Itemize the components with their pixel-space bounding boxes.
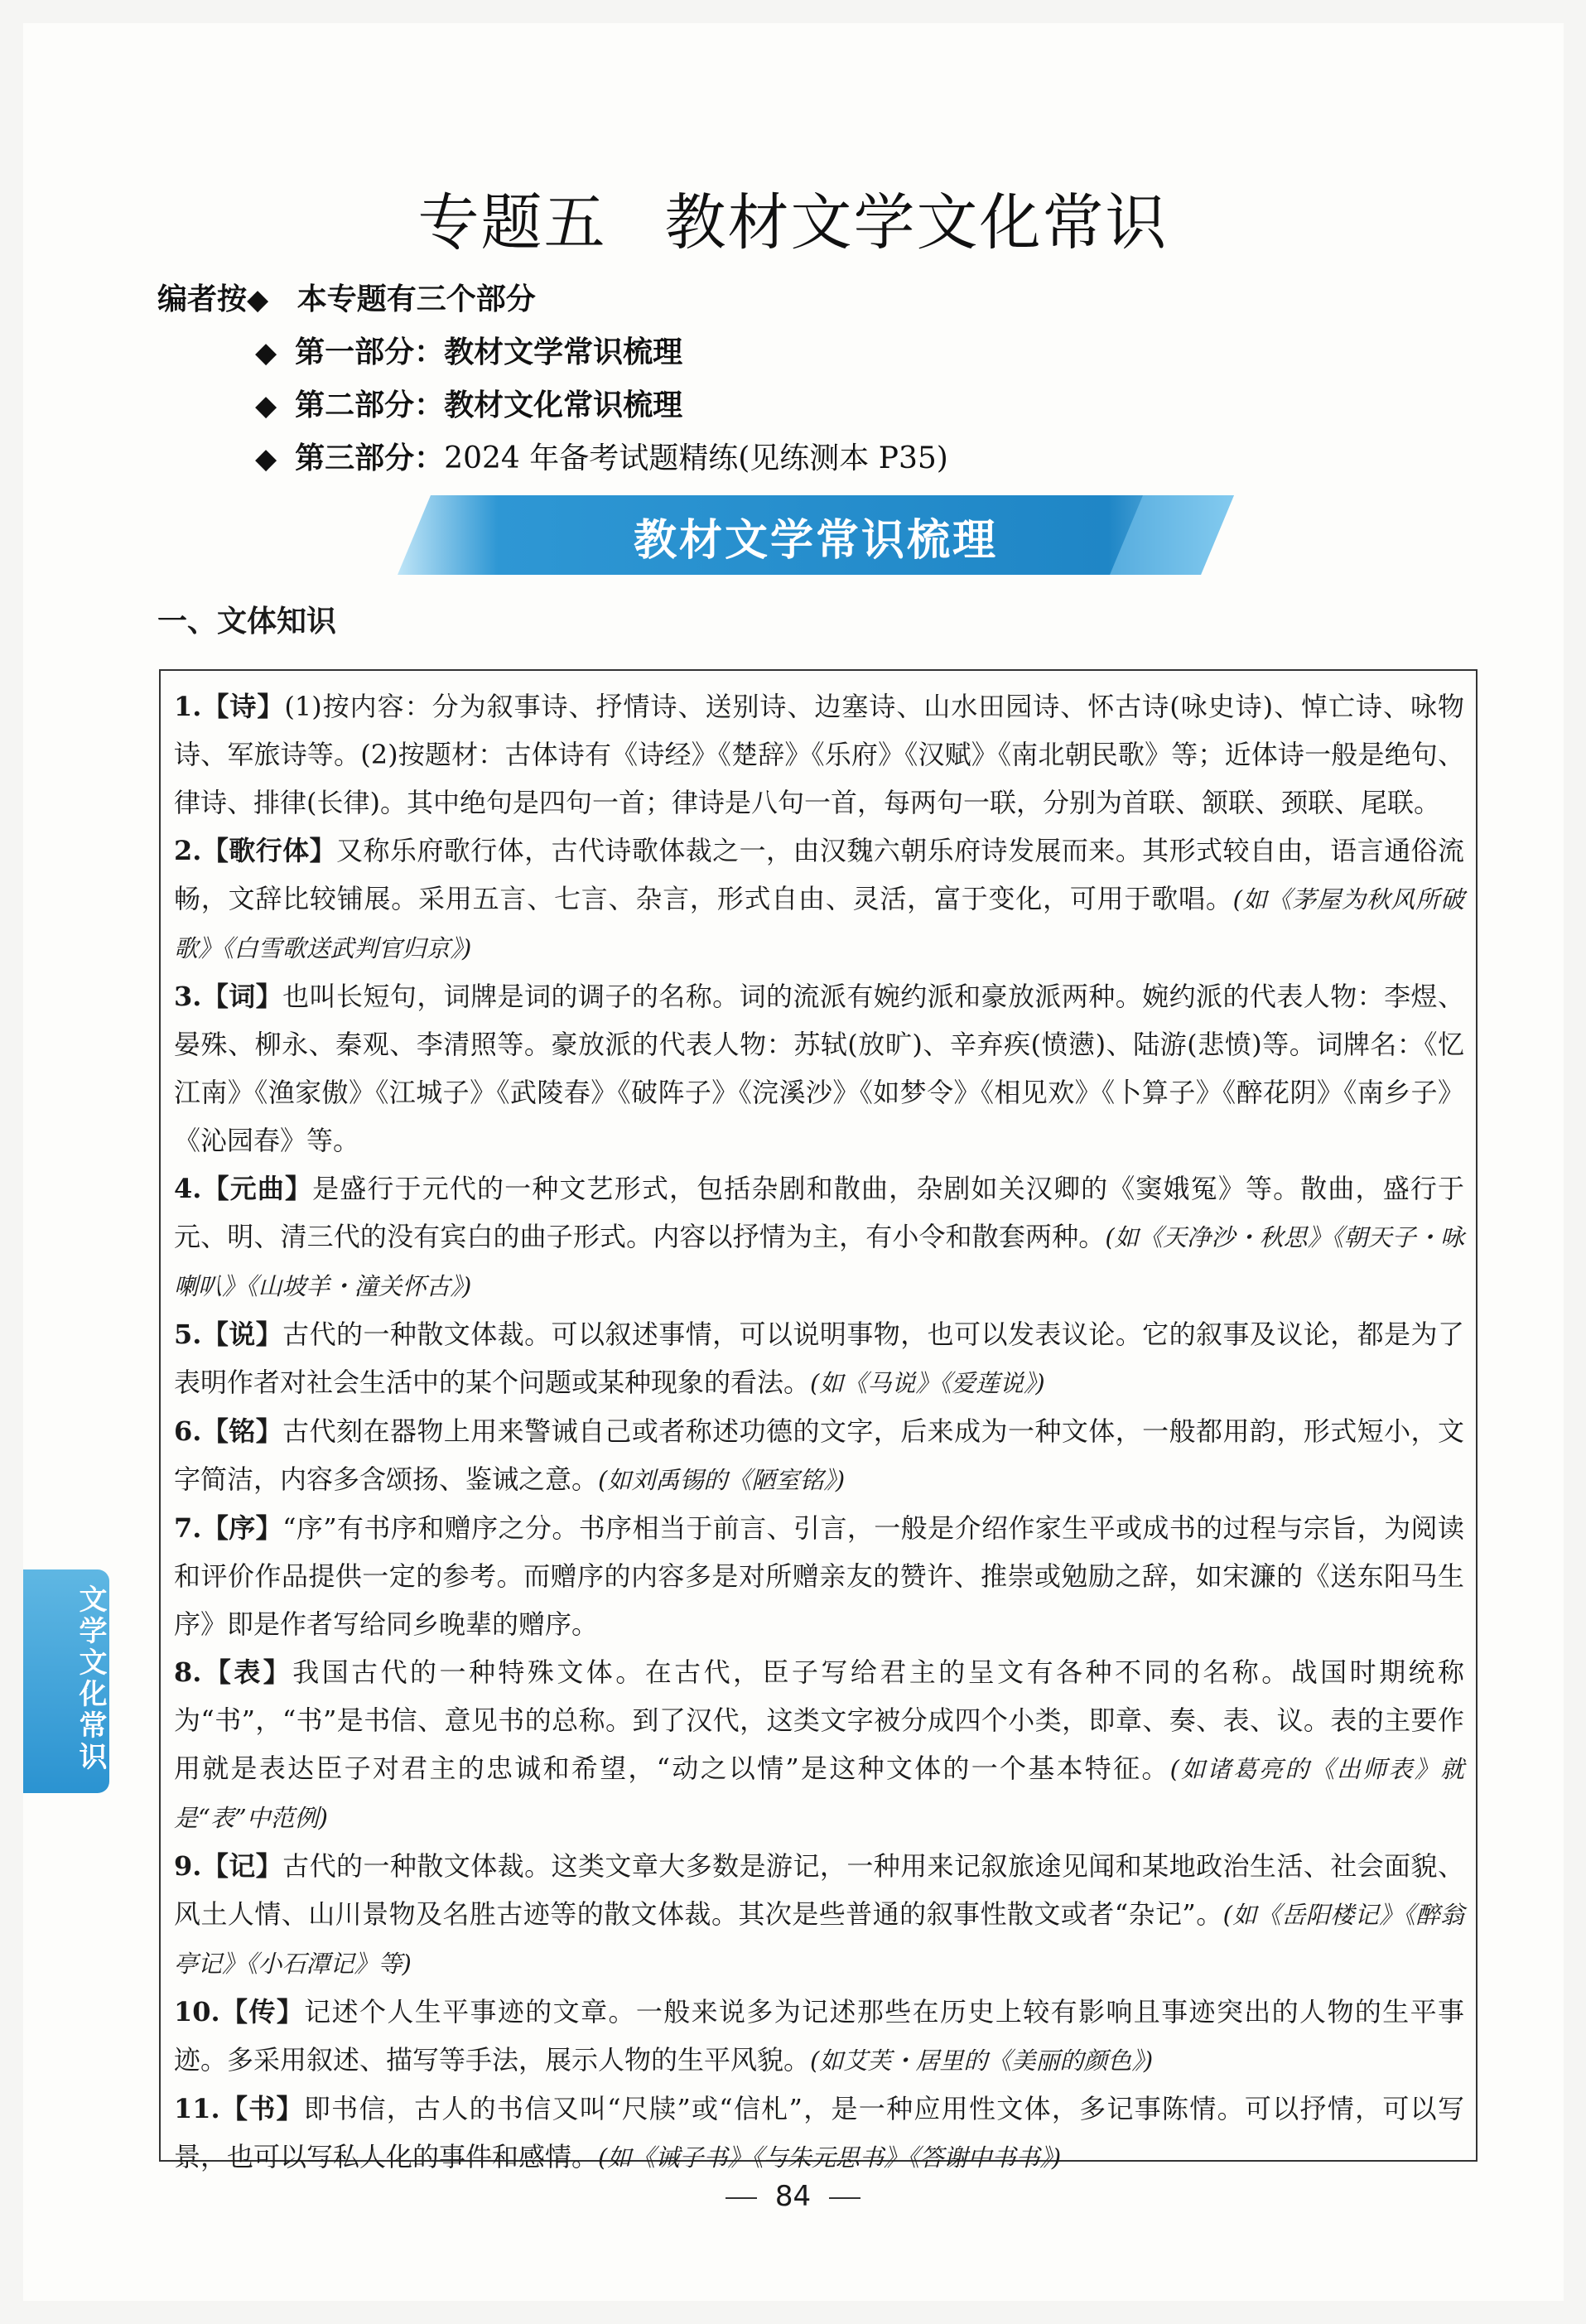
entry-text: 古代刻在器物上用来警诫自己或者称述功德的文字，后来成为一种文体，一般都用韵，形式短小，文字简洁，内容多含颂扬、鉴诫之意。 (174, 1415, 1464, 1495)
entry-text: 古代的一种散文体裁。这类文章大多数是游记，一种用来记叙旅途见闻和某地政治生活、社会面貌、风土人情、山川景物及名胜古迹等的散文体裁。其次是些普通的叙事性散文或者“杂记”。 (174, 1850, 1464, 1930)
diamond-icon: ◆ (255, 442, 277, 475)
entry-example: (如《马说》《爱莲说》) (810, 1369, 1045, 1397)
content-box (159, 669, 1478, 2172)
entry-tag: 【词】 (201, 981, 283, 1012)
entry-text: 即书信，古人的书信又叫“尺牍”或“信札”，是一种应用性文体，多记事陈情。可以抒情，可以写景，也可以写私人化的事件和感情。 (174, 2093, 1464, 2172)
section-banner (398, 495, 1234, 575)
entry-example: (如刘禹锡的《陋室铭》) (598, 1466, 846, 1494)
page-number (0, 2180, 1586, 2213)
entry-tag: 【表】 (201, 1656, 293, 1688)
page-title (0, 174, 1586, 262)
entry-number: 4. (174, 1173, 202, 1204)
entry-example: (如诸葛亮的《出师表》就是“表”中范例) (174, 1755, 1464, 1832)
entry-tag: 【歌行体】 (201, 835, 337, 866)
entry-item (174, 682, 1464, 827)
entry-text: 古代的一种散文体裁。可以叙述事情，可以说明事物，也可以发表议论。它的叙事及议论，都是为了表明作者对社会生活中的某个问题或某种现象的看法。 (174, 1319, 1464, 1398)
entry-tag: 【传】 (219, 1996, 305, 2027)
entry-item (174, 1407, 1464, 1504)
entry-number: 10. (174, 1996, 220, 2027)
entry-example: (如《天净沙・秋思》《朝天子・咏喇叭》《山坡羊・潼关怀古》) (174, 1223, 1464, 1300)
page-number-text: 84 (774, 2180, 812, 2213)
banner-title: 教材文学常识梳理 (633, 515, 998, 566)
entry-example: (如《茅屋为秋风所破歌》《白雪歌送武判官归京》) (174, 885, 1464, 962)
entry-tag: 【说】 (201, 1319, 283, 1350)
entry-example: (如《岳阳楼记》《醉翁亭记》《小石潭记》等) (174, 1901, 1464, 1978)
editor-label: 编者按 (157, 282, 248, 316)
entry-number: 5. (174, 1319, 202, 1350)
entry-text: (1)按内容：分为叙事诗、抒情诗、送别诗、边塞诗、山水田园诗、怀古诗(咏史诗)、悼亡诗、咏物诗、军旅诗等。(2)按题材：古体诗有《诗经》《楚辞》《乐府》《汉赋》《南北朝民歌》等；近体诗一般是绝句、律诗、排律(长律)。其中绝句是四句一首；律诗是八句一首，每两句一联，分别为首联、颔联、颈联、尾联。 (174, 691, 1464, 818)
entry-item (174, 2085, 1464, 2182)
entry-text: 我国古代的一种特殊文体。在古代，臣子写给君主的呈文有各种不同的名称。战国时期统称为“书”，“书”是书信、意见书的总称。到了汉代，这类文字被分成四个小类，即章、奏、表、议。表的主要作用就是表达臣子对君主的忠诚和希望，“动之以情”是这种文体的一个基本特征。 (174, 1656, 1464, 1784)
title-part-2: 教材文学文化常识 (664, 187, 1169, 258)
title-part-1: 专题五 (417, 187, 607, 258)
editor-note (157, 273, 948, 485)
side-tab-label: 文学文化常识 (74, 1584, 107, 1773)
entry-tag: 【元曲】 (201, 1173, 313, 1204)
entry-number: 1. (174, 691, 202, 722)
entry-tag: 【序】 (201, 1512, 283, 1544)
entry-item (174, 1842, 1464, 1988)
entry-number: 11. (174, 2093, 220, 2124)
entry-item (174, 1504, 1464, 1648)
entry-text: “序”有书序和赠序之分。书序相当于前言、引言，一般是介绍作家生平或成书的过程与宗旨，为阅读和评价作品提供一定的参考。而赠序的内容多是对所赠亲友的赞许、推崇或勉励之辞，如宋濂的《送东阳马生序》即是作者写给同乡晚辈的赠序。 (174, 1512, 1464, 1640)
diamond-icon: ◆ (247, 283, 269, 316)
entry-item (174, 1988, 1464, 2085)
diamond-icon: ◆ (255, 389, 277, 422)
editor-item-3: 第三部分： (295, 441, 445, 475)
entry-number: 8. (174, 1656, 202, 1688)
entry-tag: 【记】 (201, 1850, 283, 1882)
entry-number: 3. (174, 981, 202, 1012)
editor-item-1: 第一部分：教材文学常识梳理 (295, 335, 683, 369)
entry-item (174, 1164, 1464, 1310)
entry-example: (如艾芙・居里的《美丽的颜色》) (810, 2047, 1154, 2075)
entry-number: 2. (174, 835, 202, 866)
section-heading: 一、文体知识 (157, 605, 337, 639)
side-tab[interactable] (23, 1569, 109, 1793)
entry-number: 9. (174, 1850, 202, 1882)
entry-list (174, 682, 1464, 2182)
entry-tag: 【诗】 (201, 691, 285, 722)
entry-text: 又称乐府歌行体，古代诗歌体裁之一，由汉魏六朝乐府诗发展而来。其形式较自由，语言通俗流畅，文辞比较铺展。采用五言、七言、杂言，形式自由、灵活，富于变化，可用于歌唱。 (174, 835, 1464, 914)
diamond-icon: ◆ (255, 336, 277, 369)
entry-tag: 【铭】 (201, 1415, 283, 1447)
entry-text: 记述个人生平事迹的文章。一般来说多为记述那些在历史上较有影响且事迹突出的人物的生平事迹。多采用叙述、描写等手法，展示人物的生平风貌。 (174, 1996, 1464, 2076)
entry-tag: 【书】 (219, 2093, 304, 2124)
entry-text: 是盛行于元代的一种文艺形式，包括杂剧和散曲，杂剧如关汉卿的《窦娥冤》等。散曲，盛行于元、明、清三代的没有宾白的曲子形式。内容以抒情为主，有小令和散套两种。 (174, 1173, 1464, 1252)
entry-number: 7. (174, 1512, 202, 1544)
entry-item (174, 1648, 1464, 1842)
editor-item-0: 本专题有三个部分 (296, 282, 536, 316)
entry-example: (如《诫子书》《与朱元思书》《答谢中书书》) (598, 2143, 1062, 2172)
entry-number: 6. (174, 1415, 202, 1447)
entry-text: 也叫长短句，词牌是词的调子的名称。词的流派有婉约派和豪放派两种。婉约派的代表人物：李煜、晏殊、柳永、秦观、李清照等。豪放派的代表人物：苏轼(放旷)、辛弃疾(愤懑)、陆游(悲愤)等。词牌名：《忆江南》《渔家傲》《江城子》《武陵春》《破阵子》《浣溪沙》《如梦令》《相见欢》《卜算子》《醉花阴》《南乡子》《沁园春》等。 (174, 981, 1464, 1156)
entry-item (174, 1310, 1464, 1407)
entry-item (174, 827, 1464, 972)
editor-item-3-rest: 2024 年备考试题精练(见练测本 P35) (444, 441, 948, 475)
editor-item-2: 第二部分：教材文化常识梳理 (295, 388, 683, 422)
entry-item (174, 972, 1464, 1164)
